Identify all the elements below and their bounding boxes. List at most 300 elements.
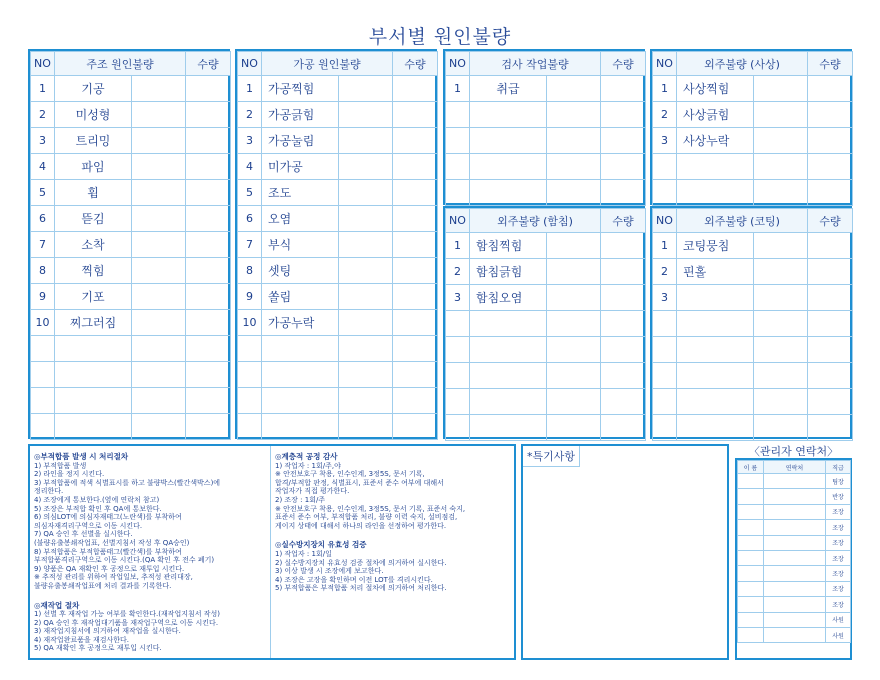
header-title: 주조 원인불량 (55, 52, 186, 76)
notes-spacer (34, 591, 270, 599)
qty-cell[interactable] (393, 180, 438, 206)
blank-cell[interactable] (754, 128, 808, 154)
contact-row (738, 520, 851, 535)
qty-cell[interactable] (393, 388, 438, 414)
qty-cell[interactable] (601, 233, 646, 259)
notes-line: 9) 양품은 QA 재확인 후 공정으로 재투입 시킨다. (34, 564, 185, 573)
contact-name-cell[interactable] (738, 489, 764, 504)
blank-cell[interactable] (754, 415, 808, 441)
blank-cell[interactable] (339, 206, 393, 232)
notes-heading: ◎실수방지장치 유효성 검증 (275, 540, 367, 550)
contact-title: 〈관리자 연락처〉 (748, 445, 839, 458)
qty-cell[interactable] (808, 76, 853, 102)
row-number: 3 (238, 128, 262, 154)
table-row (446, 415, 646, 441)
qty-cell[interactable] (808, 259, 853, 285)
notes-heading: ◎계층적 공정 감사 (275, 452, 338, 461)
contact-name-cell[interactable] (738, 627, 764, 642)
qty-cell[interactable] (808, 337, 853, 363)
outsource-coating-table (650, 206, 852, 439)
blank-cell[interactable] (754, 363, 808, 389)
contact-phone-cell[interactable] (764, 520, 826, 535)
blank-cell[interactable] (132, 206, 186, 232)
table-row (238, 206, 438, 232)
blank-cell[interactable] (339, 310, 393, 336)
blank-cell[interactable] (132, 310, 186, 336)
table-header-row (653, 52, 853, 76)
contact-header-rank: 직급 (826, 461, 851, 474)
qty-cell[interactable] (601, 128, 646, 154)
table-row (238, 128, 438, 154)
qty-cell[interactable] (393, 284, 438, 310)
qty-cell[interactable] (393, 336, 438, 362)
defect-name: 소착 (55, 232, 132, 258)
qty-cell[interactable] (601, 311, 646, 337)
notes-line: 불량유출봉쇄작업표에 처리 결과를 기록한다. (34, 581, 172, 590)
table-row (238, 414, 438, 440)
defect-name (677, 285, 754, 311)
qty-cell[interactable] (186, 362, 231, 388)
defect-name (677, 363, 754, 389)
blank-cell[interactable] (132, 154, 186, 180)
notes-line: 1) 작업자 : 1회/주,야 (275, 461, 341, 470)
contact-phone-cell[interactable] (764, 474, 826, 489)
blank-cell[interactable] (547, 311, 601, 337)
contact-row (738, 504, 851, 519)
blank-cell[interactable] (754, 180, 808, 206)
table-row (238, 362, 438, 388)
notes-line: 5) QA 재확인 후 공정으로 재투입 시킨다. (34, 644, 162, 653)
blank-cell[interactable] (132, 232, 186, 258)
row-number: 1 (446, 233, 470, 259)
contact-phone-cell[interactable] (764, 504, 826, 519)
blank-cell[interactable] (547, 154, 601, 180)
notes-line: ※ 안전보호구 착용, 인수인계, 3정5S, 문서 기록, 표준서 숙지, (275, 504, 466, 513)
table-row (238, 310, 438, 336)
table-row (31, 154, 231, 180)
contact-rank: 사원 (826, 612, 851, 627)
contact-header-phone: 연락처 (764, 461, 826, 474)
blank-cell[interactable] (339, 336, 393, 362)
table-row (653, 154, 853, 180)
blank-cell[interactable] (339, 362, 393, 388)
qty-cell[interactable] (393, 154, 438, 180)
defect-name (55, 362, 132, 388)
blank-cell[interactable] (754, 389, 808, 415)
table-row (446, 259, 646, 285)
row-number: 4 (31, 154, 55, 180)
table-row (653, 363, 853, 389)
contact-name-cell[interactable] (738, 550, 764, 565)
blank-cell[interactable] (339, 388, 393, 414)
row-number: 2 (238, 102, 262, 128)
machining-defect-table (235, 49, 437, 439)
blank-cell[interactable] (547, 76, 601, 102)
row-number (446, 311, 470, 337)
row-number: 7 (31, 232, 55, 258)
defect-name (677, 389, 754, 415)
table-row (446, 285, 646, 311)
notes-line: 4) 조장에게 통보한다.(옆에 연락처 참고) (34, 495, 160, 504)
row-number: 3 (446, 285, 470, 311)
defect-name: 가공누락 (262, 310, 339, 336)
qty-cell[interactable] (808, 102, 853, 128)
row-number: 3 (653, 128, 677, 154)
defect-name: 오염 (262, 206, 339, 232)
blank-cell[interactable] (132, 258, 186, 284)
qty-cell[interactable] (808, 285, 853, 311)
defect-name (677, 154, 754, 180)
row-number: 2 (31, 102, 55, 128)
qty-cell[interactable] (601, 102, 646, 128)
qty-cell[interactable] (393, 362, 438, 388)
qty-cell[interactable] (601, 363, 646, 389)
header-title: 가공 원인불량 (262, 52, 393, 76)
blank-cell[interactable] (132, 76, 186, 102)
blank-cell[interactable] (132, 102, 186, 128)
contact-phone-cell[interactable] (764, 612, 826, 627)
defect-name: 부식 (262, 232, 339, 258)
table-row (238, 388, 438, 414)
table-row (446, 102, 646, 128)
defect-name (262, 414, 339, 440)
qty-cell[interactable] (601, 180, 646, 206)
casting-defect-table (28, 49, 230, 439)
blank-cell[interactable] (339, 414, 393, 440)
defect-name (262, 336, 339, 362)
contact-phone-cell[interactable] (764, 597, 826, 612)
table-row (446, 128, 646, 154)
blank-cell[interactable] (132, 414, 186, 440)
qty-cell[interactable] (393, 76, 438, 102)
qty-cell[interactable] (393, 414, 438, 440)
contact-name-cell[interactable] (738, 581, 764, 596)
qty-cell[interactable] (186, 154, 231, 180)
contact-row (738, 535, 851, 550)
defect-name: 핀홀 (677, 259, 754, 285)
blank-cell[interactable] (547, 128, 601, 154)
blank-cell[interactable] (547, 233, 601, 259)
table-row (31, 76, 231, 102)
defect-name: 함침긁힘 (470, 259, 547, 285)
table-row (238, 284, 438, 310)
contact-name-cell[interactable] (738, 474, 764, 489)
contact-rank: 조장 (826, 520, 851, 535)
outsource-finishing-table (650, 49, 852, 205)
notes-line: ※ 안전보호구 착용, 인수인계, 3정5S, 문서 기록, (275, 470, 425, 479)
table-row (653, 180, 853, 206)
row-number (31, 362, 55, 388)
row-number: 3 (31, 128, 55, 154)
qty-cell[interactable] (601, 259, 646, 285)
table-row (653, 128, 853, 154)
header-qty: 수량 (393, 52, 438, 76)
row-number: 10 (238, 310, 262, 336)
row-number (31, 336, 55, 362)
blank-cell[interactable] (339, 284, 393, 310)
qty-cell[interactable] (393, 232, 438, 258)
row-number (446, 363, 470, 389)
table-row (238, 258, 438, 284)
defect-name (262, 388, 339, 414)
defect-name: 기포 (55, 284, 132, 310)
defect-name: 코팅뭉침 (677, 233, 754, 259)
contact-phone-cell[interactable] (764, 535, 826, 550)
table-row (31, 258, 231, 284)
blank-cell[interactable] (339, 128, 393, 154)
qty-cell[interactable] (186, 414, 231, 440)
header-qty: 수량 (601, 52, 646, 76)
table-header-row (31, 52, 231, 76)
blank-cell[interactable] (547, 363, 601, 389)
notes-line: 2) 실수방지장치 유효성 검증 절차에 의거하여 실시한다. (275, 558, 447, 567)
table-row (653, 337, 853, 363)
qty-cell[interactable] (186, 388, 231, 414)
blank-cell[interactable] (547, 180, 601, 206)
qty-cell[interactable] (186, 336, 231, 362)
notes-line: 작업자가 직접 평가한다. (275, 487, 350, 496)
qty-cell[interactable] (186, 284, 231, 310)
blank-cell[interactable] (754, 154, 808, 180)
blank-cell[interactable] (132, 388, 186, 414)
special-notes-panel (521, 444, 729, 660)
blank-cell[interactable] (339, 154, 393, 180)
table-row (446, 154, 646, 180)
qty-cell[interactable] (186, 76, 231, 102)
blank-cell[interactable] (132, 284, 186, 310)
qty-cell[interactable] (393, 102, 438, 128)
notes-divider (270, 446, 271, 658)
defect-name: 조도 (262, 180, 339, 206)
qty-cell[interactable] (601, 285, 646, 311)
qty-cell[interactable] (186, 128, 231, 154)
header-title: 외주불량 (코팅) (677, 209, 808, 233)
table-row (446, 337, 646, 363)
contact-phone-cell[interactable] (764, 627, 826, 642)
blank-cell[interactable] (132, 128, 186, 154)
qty-cell[interactable] (393, 206, 438, 232)
table-row (31, 180, 231, 206)
qty-cell[interactable] (186, 258, 231, 284)
notes-line: 2) QA 승인 후 재작업대기품을 재작업구역으로 이동 시킨다. (34, 618, 219, 627)
contact-name-cell[interactable] (738, 566, 764, 581)
blank-cell[interactable] (754, 102, 808, 128)
blank-cell[interactable] (547, 285, 601, 311)
header-title: 외주불량 (사상) (677, 52, 808, 76)
contact-rank: 조장 (826, 550, 851, 565)
qty-cell[interactable] (393, 310, 438, 336)
qty-cell[interactable] (808, 154, 853, 180)
contact-phone-cell[interactable] (764, 581, 826, 596)
blank-cell[interactable] (132, 362, 186, 388)
contact-name-cell[interactable] (738, 597, 764, 612)
defect-name (470, 311, 547, 337)
table-row (653, 233, 853, 259)
contact-row (738, 581, 851, 596)
notes-line: ※ 추적성 관리를 위하여 작업일보, 추적성 관리대장, (34, 573, 193, 582)
header-no: NO (653, 209, 677, 233)
defect-name (677, 337, 754, 363)
qty-cell[interactable] (808, 311, 853, 337)
table-row (31, 362, 231, 388)
qty-cell[interactable] (601, 154, 646, 180)
table-row (446, 389, 646, 415)
header-no: NO (446, 52, 470, 76)
table-row (446, 311, 646, 337)
qty-cell[interactable] (808, 389, 853, 415)
notes-line: 3) 이상 발생 시 조장에게 보고한다. (275, 567, 384, 576)
contact-name-cell[interactable] (738, 612, 764, 627)
blank-cell[interactable] (754, 233, 808, 259)
contact-rank: 조장 (826, 504, 851, 519)
blank-cell[interactable] (547, 337, 601, 363)
qty-cell[interactable] (393, 258, 438, 284)
table-row (31, 206, 231, 232)
notes-line: 6) 의심LOT에 의심자재태그(노란색)를 부착하여 (34, 513, 182, 522)
notes-line: 2) 라인을 정지 시킨다. (34, 470, 105, 479)
qty-cell[interactable] (393, 128, 438, 154)
notes-left-column (34, 450, 270, 653)
defect-name (55, 414, 132, 440)
table-row (238, 336, 438, 362)
table-header-row (238, 52, 438, 76)
blank-cell[interactable] (754, 285, 808, 311)
defect-name (55, 388, 132, 414)
blank-cell[interactable] (547, 259, 601, 285)
contact-phone-cell[interactable] (764, 550, 826, 565)
defect-name (677, 415, 754, 441)
notes-line: 게이지 상태에 대해서 하나의 라인을 선정하여 평가한다. (275, 521, 447, 530)
defect-name: 함침오염 (470, 285, 547, 311)
notes-heading: ◎재작업 절차 (34, 600, 80, 610)
contact-rank: 조장 (826, 535, 851, 550)
qty-cell[interactable] (186, 232, 231, 258)
table-row (238, 76, 438, 102)
row-number (238, 414, 262, 440)
blank-cell[interactable] (754, 311, 808, 337)
table-row (238, 154, 438, 180)
blank-cell[interactable] (547, 102, 601, 128)
defect-name (677, 180, 754, 206)
contact-rank: 사원 (826, 627, 851, 642)
notes-line: 부적합품격리구역으로 이동 시킨다.(QA 확인 후 전수 폐기) (34, 556, 215, 565)
notes-line: 2) 조장 : 1회/주 (275, 495, 326, 504)
table-row (446, 363, 646, 389)
inspection-defect-table (443, 49, 645, 205)
row-number: 3 (653, 285, 677, 311)
notes-heading: ◎부적합품 발생 시 처리절차 (34, 452, 129, 461)
notes-line: 3) 재작업지침서에 의거하여 재작업을 실시한다. (34, 627, 181, 636)
table-row (653, 415, 853, 441)
notes-line: 합격/부적합 판정, 식별표시, 표준서 준수 여부에 대해서 (275, 478, 444, 487)
row-number (446, 337, 470, 363)
contact-header-name: 이 름 (738, 461, 764, 474)
contact-name-cell[interactable] (738, 520, 764, 535)
qty-cell[interactable] (186, 180, 231, 206)
qty-cell[interactable] (186, 102, 231, 128)
contact-phone-cell[interactable] (764, 566, 826, 581)
row-number: 9 (238, 284, 262, 310)
contact-name-cell[interactable] (738, 504, 764, 519)
blank-cell[interactable] (339, 258, 393, 284)
table-row (446, 180, 646, 206)
defect-name: 가공긁힘 (262, 102, 339, 128)
qty-cell[interactable] (601, 415, 646, 441)
blank-cell[interactable] (754, 337, 808, 363)
contact-row (738, 612, 851, 627)
table-row (238, 180, 438, 206)
contact-rank: 조장 (826, 566, 851, 581)
header-title: 검사 작업불량 (470, 52, 601, 76)
defect-name: 취급 (470, 76, 547, 102)
defect-name: 트리밍 (55, 128, 132, 154)
blank-cell[interactable] (339, 180, 393, 206)
defect-name: 가공눌림 (262, 128, 339, 154)
row-number: 5 (238, 180, 262, 206)
row-number: 2 (653, 102, 677, 128)
row-number (446, 102, 470, 128)
qty-cell[interactable] (808, 128, 853, 154)
defect-name: 사상찍힘 (677, 76, 754, 102)
contact-rank: 조장 (826, 597, 851, 612)
row-number: 10 (31, 310, 55, 336)
qty-cell[interactable] (808, 415, 853, 441)
row-number: 4 (238, 154, 262, 180)
blank-cell[interactable] (754, 259, 808, 285)
qty-cell[interactable] (601, 389, 646, 415)
qty-cell[interactable] (186, 206, 231, 232)
notes-line: 1) 작업자 : 1회/일 (275, 549, 332, 558)
blank-cell[interactable] (132, 336, 186, 362)
row-number: 2 (446, 259, 470, 285)
blank-cell[interactable] (339, 76, 393, 102)
qty-cell[interactable] (601, 76, 646, 102)
table-row (238, 232, 438, 258)
defect-name (470, 154, 547, 180)
defect-name: 가공찍힘 (262, 76, 339, 102)
table-header-row (446, 209, 646, 233)
table-row (31, 128, 231, 154)
blank-cell[interactable] (547, 415, 601, 441)
page-title: 부서별 원인불량 (368, 26, 512, 48)
contact-row (738, 597, 851, 612)
qty-cell[interactable] (808, 233, 853, 259)
defect-name: 찍힘 (55, 258, 132, 284)
contact-phone-cell[interactable] (764, 489, 826, 504)
defect-name: 사상긁힘 (677, 102, 754, 128)
table-row (446, 233, 646, 259)
qty-cell[interactable] (601, 337, 646, 363)
notes-line: 7) QA 승인 후 선별을 실시한다. (34, 530, 133, 539)
header-qty: 수량 (808, 52, 853, 76)
defect-name (55, 336, 132, 362)
table-row (238, 102, 438, 128)
qty-cell[interactable] (808, 180, 853, 206)
blank-cell[interactable] (339, 232, 393, 258)
notes-right-column (275, 450, 513, 593)
blank-cell[interactable] (754, 76, 808, 102)
qty-cell[interactable] (186, 310, 231, 336)
defect-name (470, 180, 547, 206)
contact-name-cell[interactable] (738, 535, 764, 550)
blank-cell[interactable] (132, 180, 186, 206)
blank-cell[interactable] (339, 102, 393, 128)
notes-line: 3) 부적합품에 적색 식별표시를 하고 불량박스(빨간색박스)에 (34, 478, 221, 487)
table-row (31, 388, 231, 414)
qty-cell[interactable] (808, 363, 853, 389)
blank-cell[interactable] (547, 389, 601, 415)
defect-name (470, 128, 547, 154)
